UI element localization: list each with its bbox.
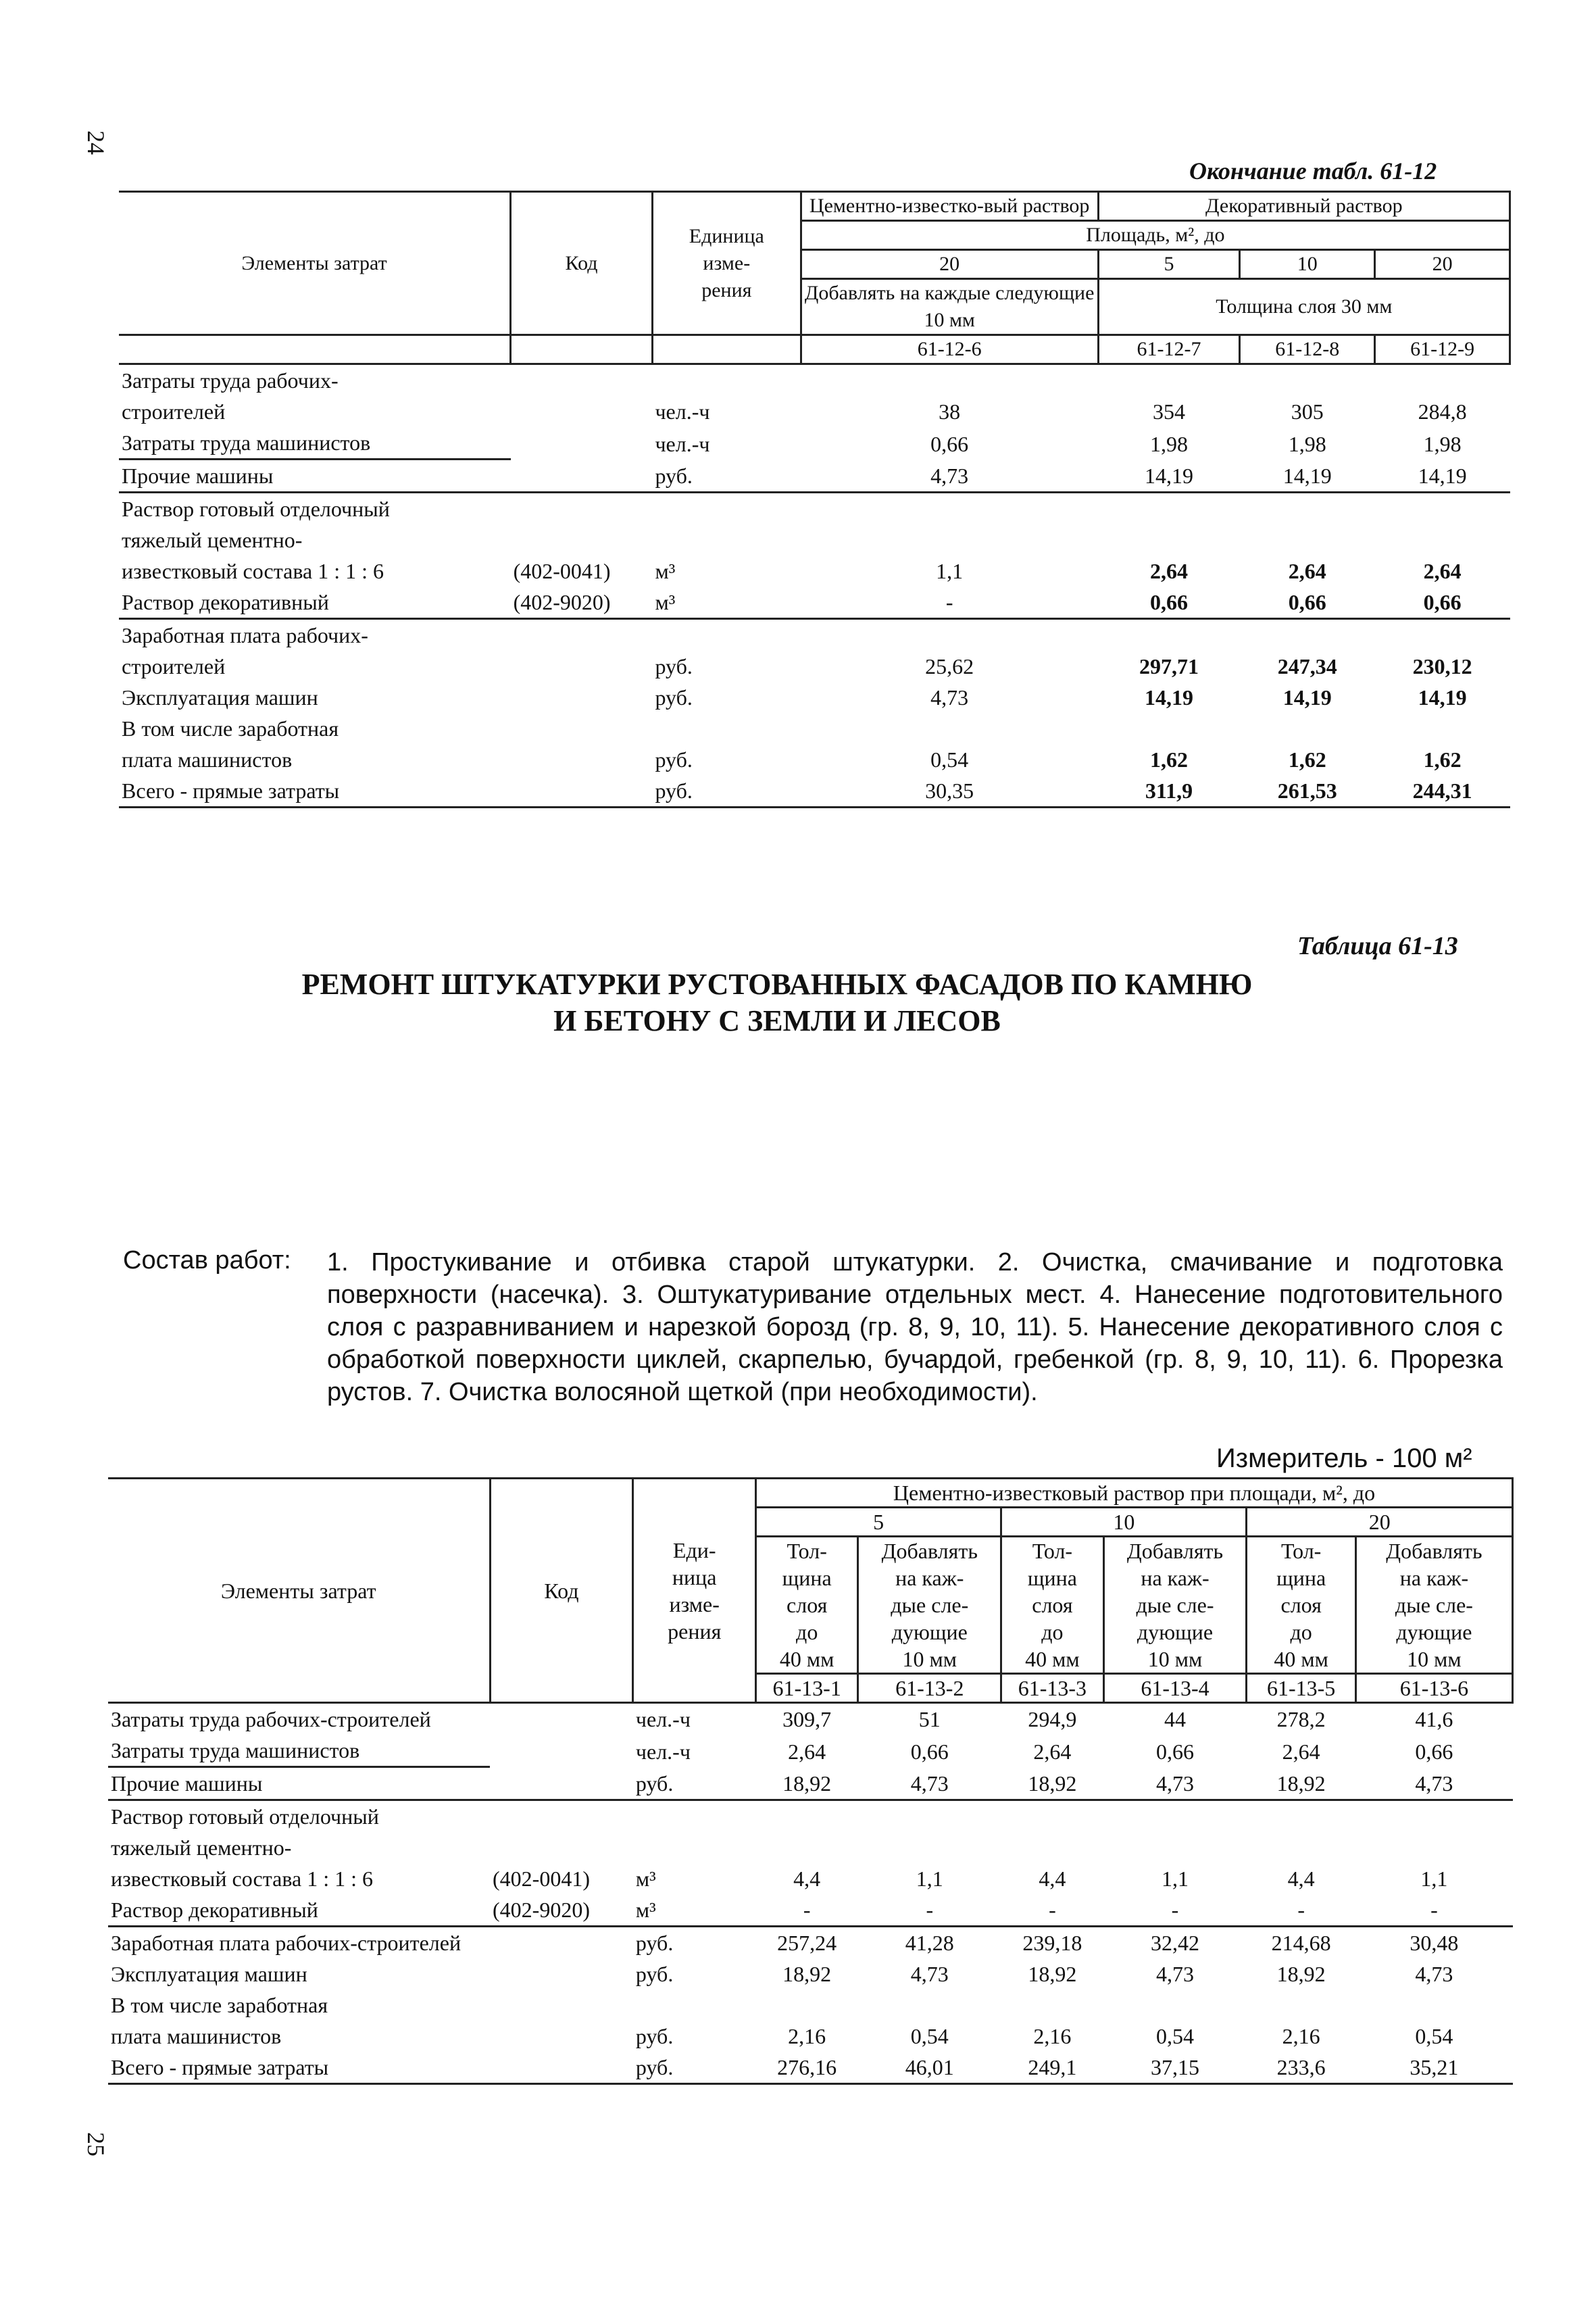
row-code xyxy=(511,651,653,682)
table-row xyxy=(119,427,1510,460)
code-cell: 61-13-1 xyxy=(756,1674,858,1703)
col-code-header: Код xyxy=(490,1479,633,1703)
row-unit: руб. xyxy=(655,685,693,710)
header-line: слоя xyxy=(1280,1593,1322,1617)
row-value: 18,92 xyxy=(1276,1771,1326,1796)
code-cell: 61-12-9 xyxy=(1375,335,1510,364)
row-value: 0,66 xyxy=(1156,1739,1194,1764)
table-row xyxy=(119,364,1510,397)
row-value: - xyxy=(803,1898,811,1922)
table-row xyxy=(108,1863,1513,1894)
table-row xyxy=(119,493,1510,525)
title-line: РЕМОНТ ШТУКАТУРКИ РУСТОВАННЫХ ФАСАДОВ ПО КАМНЮ xyxy=(301,968,1253,1001)
header-line: щина xyxy=(782,1566,832,1590)
row-value: 2,64 xyxy=(788,1739,826,1764)
row-value: 230,12 xyxy=(1412,654,1472,678)
row-value: 1,1 xyxy=(1420,1867,1448,1891)
row-value: 25,62 xyxy=(925,654,974,678)
row-label: Прочие машины xyxy=(119,460,511,493)
code-cell: 61-12-6 xyxy=(801,335,1098,364)
row-label: известковый состава 1 : 1 : 6 xyxy=(122,559,384,583)
row-unit: руб. xyxy=(635,2024,674,2048)
row-value: 18,92 xyxy=(1276,1962,1326,1986)
row-unit: руб. xyxy=(655,654,693,678)
row-unit: руб. xyxy=(655,464,693,488)
row-label: Затраты труда рабочих-строителей xyxy=(111,1707,431,1731)
col-unit-header xyxy=(652,192,801,335)
row-value: 2,64 xyxy=(1423,559,1462,583)
header-line: слоя xyxy=(787,1593,828,1617)
row-value: 239,18 xyxy=(1022,1931,1082,1955)
row-value: 4,73 xyxy=(1415,1962,1453,1986)
col-unit-line: рения xyxy=(668,1618,722,1643)
row-value: - xyxy=(1171,1898,1179,1922)
row-value: 2,64 xyxy=(1288,559,1326,583)
header-line: дые сле- xyxy=(1395,1593,1473,1617)
table-row xyxy=(108,1927,1513,1959)
row-value: - xyxy=(945,590,953,614)
row-value: 2,64 xyxy=(1150,559,1189,583)
header-line: слоя xyxy=(1032,1593,1073,1617)
row-value: - xyxy=(926,1898,934,1922)
row-value: 214,68 xyxy=(1271,1931,1331,1955)
row-value: 14,19 xyxy=(1282,464,1332,488)
row-value: 14,19 xyxy=(1418,464,1467,488)
row-label: В том числе заработная xyxy=(111,1993,328,2017)
row-value: 14,19 xyxy=(1145,464,1194,488)
table-row xyxy=(108,1989,1513,2021)
row-value: 0,54 xyxy=(930,747,969,772)
row-code xyxy=(490,1927,633,1959)
row-unit: м³ xyxy=(635,1867,656,1891)
row-code: (402-0041) xyxy=(513,559,611,583)
row-value: 354 xyxy=(1153,399,1186,424)
row-value: 247,34 xyxy=(1277,654,1337,678)
table-row xyxy=(108,1767,1513,1800)
row-label: Эксплуатация машин xyxy=(111,1962,307,1986)
row-value: 0,66 xyxy=(1150,590,1189,614)
group-header: Цементно-известковый раствор при площади, м², до xyxy=(756,1479,1513,1508)
table-row xyxy=(119,555,1510,587)
col-code-header: Код xyxy=(511,192,653,335)
row-value: 18,92 xyxy=(782,1962,832,1986)
table-body xyxy=(108,1703,1513,2084)
header-line: дующие xyxy=(891,1620,968,1644)
header-line: 40 мм xyxy=(1274,1647,1328,1671)
table-row xyxy=(108,1800,1513,1833)
row-value: 0,54 xyxy=(1415,2024,1453,2048)
row-unit: м³ xyxy=(655,559,676,583)
row-value: 0,66 xyxy=(1423,590,1462,614)
table-row xyxy=(119,775,1510,808)
code-cell: 61-13-5 xyxy=(1247,1674,1355,1703)
row-code xyxy=(511,427,653,460)
row-value: - xyxy=(1430,1898,1438,1922)
row-label: Затраты труда машинистов xyxy=(108,1735,490,1767)
row-value: 30,48 xyxy=(1410,1931,1459,1955)
row-value: 0,66 xyxy=(1415,1739,1453,1764)
row-code xyxy=(490,1703,633,1735)
header-line: до xyxy=(796,1620,818,1644)
col-elements-header: Элементы затрат xyxy=(108,1479,490,1703)
page-number-bottom: 25 xyxy=(82,2132,109,2156)
header-line: дые сле- xyxy=(1136,1593,1214,1617)
row-value: 32,42 xyxy=(1151,1931,1199,1955)
row-value: 4,73 xyxy=(1415,1771,1453,1796)
row-value: 51 xyxy=(918,1707,941,1731)
table-row xyxy=(119,619,1510,651)
header-line: 40 мм xyxy=(1025,1647,1080,1671)
header-line: 10 мм xyxy=(902,1647,957,1671)
row-code xyxy=(490,1735,633,1767)
header-line: на каж- xyxy=(895,1566,964,1590)
row-label: тяжелый цементно- xyxy=(122,528,303,552)
row-code xyxy=(511,775,653,808)
row-value: 38 xyxy=(939,399,961,424)
row-code xyxy=(490,2052,633,2084)
row-unit: чел.-ч xyxy=(635,1739,691,1764)
row-value: 18,92 xyxy=(1028,1962,1077,1986)
row-value: 18,92 xyxy=(1028,1771,1077,1796)
header-line: щина xyxy=(1276,1566,1326,1590)
measure-unit: Измеритель - 100 м² xyxy=(1216,1443,1472,1473)
row-unit: чел.-ч xyxy=(655,399,710,424)
area-value: 20 xyxy=(801,250,1098,279)
header-line: щина xyxy=(1027,1566,1077,1590)
code-cell: 61-12-8 xyxy=(1240,335,1375,364)
row-value: 1,1 xyxy=(1162,1867,1189,1891)
row-label: Раствор декоративный xyxy=(119,587,511,619)
header-line: Тол- xyxy=(1280,1539,1322,1563)
row-code: (402-9020) xyxy=(493,1898,590,1922)
table-row xyxy=(108,1703,1513,1735)
row-unit: руб. xyxy=(635,2055,674,2079)
header-line: дующие xyxy=(1137,1620,1214,1644)
work-composition-label: Состав работ: xyxy=(123,1246,291,1275)
row-value: 294,9 xyxy=(1028,1707,1077,1731)
row-value: 4,4 xyxy=(1039,1867,1066,1891)
row-value: 30,35 xyxy=(925,778,974,803)
row-value: 1,1 xyxy=(916,1867,943,1891)
row-value: - xyxy=(1049,1898,1056,1922)
table-row xyxy=(108,2052,1513,2084)
section-title xyxy=(135,966,1419,1039)
col-unit-line: рения xyxy=(701,278,752,301)
row-code xyxy=(511,396,653,427)
add-each-header xyxy=(1103,1537,1247,1674)
row-value: 4,73 xyxy=(910,1962,949,1986)
row-unit: руб. xyxy=(635,1962,674,1986)
row-label: строителей xyxy=(122,654,226,678)
row-label: Раствор готовый отделочный xyxy=(111,1804,379,1829)
row-value: 284,8 xyxy=(1418,399,1467,424)
table-header xyxy=(119,192,1510,364)
table-row xyxy=(119,651,1510,682)
row-code xyxy=(490,2021,633,2052)
row-value: 1,62 xyxy=(1423,747,1462,772)
row-unit: чел.-ч xyxy=(635,1707,691,1731)
row-code: (402-0041) xyxy=(493,1867,590,1891)
row-value: 41,28 xyxy=(905,1931,954,1955)
code-cell: 61-13-3 xyxy=(1001,1674,1103,1703)
row-value: 14,19 xyxy=(1145,685,1194,710)
row-value: 4,73 xyxy=(1156,1771,1194,1796)
header-line: до xyxy=(1290,1620,1312,1644)
row-value: 35,21 xyxy=(1410,2055,1459,2079)
table-row xyxy=(119,587,1510,619)
row-value: 44 xyxy=(1164,1707,1186,1731)
row-value: 2,16 xyxy=(788,2024,826,2048)
row-value: 0,66 xyxy=(1288,590,1326,614)
row-label: В том числе заработная xyxy=(122,716,339,741)
row-unit: м³ xyxy=(635,1898,656,1922)
row-value: 311,9 xyxy=(1145,778,1193,803)
row-label: известковый состава 1 : 1 : 6 xyxy=(111,1867,373,1891)
row-value: 4,73 xyxy=(910,1771,949,1796)
row-unit: руб. xyxy=(635,1771,674,1796)
table-number: Таблица 61-13 xyxy=(1297,932,1458,960)
row-value: 2,64 xyxy=(1033,1739,1072,1764)
row-value: 249,1 xyxy=(1028,2055,1077,2079)
row-value: 4,73 xyxy=(930,685,969,710)
row-label: строителей xyxy=(122,399,226,424)
row-value: 1,1 xyxy=(936,559,964,583)
row-value: 41,6 xyxy=(1415,1707,1453,1731)
row-value: 309,7 xyxy=(782,1707,832,1731)
row-value: 257,24 xyxy=(777,1931,837,1955)
row-label: Эксплуатация машин xyxy=(122,685,318,710)
header-line: до xyxy=(1041,1620,1064,1644)
header-line: на каж- xyxy=(1399,1566,1469,1590)
header-line: Тол- xyxy=(1032,1539,1073,1563)
row-label: Всего - прямые затраты xyxy=(119,775,511,808)
thickness-header xyxy=(1001,1537,1103,1674)
row-unit: руб. xyxy=(655,778,693,803)
row-value: 1,62 xyxy=(1288,747,1326,772)
row-label: Всего - прямые затраты xyxy=(108,2052,490,2084)
col-unit-line: изме- xyxy=(703,251,751,274)
code-cell: 61-13-2 xyxy=(858,1674,1001,1703)
table-61-12 xyxy=(119,191,1511,808)
header-line: 40 мм xyxy=(779,1647,834,1671)
row-value: 1,98 xyxy=(1288,431,1326,456)
row-value: 1,98 xyxy=(1150,431,1189,456)
row-value: 18,92 xyxy=(782,1771,832,1796)
table-row xyxy=(108,1894,1513,1927)
row-value: 1,62 xyxy=(1150,747,1189,772)
row-value: 4,4 xyxy=(793,1867,821,1891)
header-line: дующие xyxy=(1396,1620,1472,1644)
header-line: на каж- xyxy=(1141,1566,1210,1590)
table-continuation-label: Окончание табл. 61-12 xyxy=(1189,157,1437,184)
row-value: 297,71 xyxy=(1139,654,1199,678)
row-value: 4,4 xyxy=(1287,1867,1315,1891)
table-body xyxy=(119,364,1510,808)
row-code xyxy=(490,1767,633,1800)
row-value: 2,64 xyxy=(1282,1739,1320,1764)
page-number-top: 24 xyxy=(82,130,109,155)
row-value: 14,19 xyxy=(1418,685,1467,710)
row-value: - xyxy=(1297,1898,1305,1922)
group-decor-header: Декоративный раствор xyxy=(1098,192,1510,221)
thickness-header: Толщина слоя 30 мм xyxy=(1098,279,1510,335)
row-value: 46,01 xyxy=(905,2055,954,2079)
row-label: Прочие машины xyxy=(108,1767,490,1800)
area-value: 10 xyxy=(1001,1508,1247,1537)
row-unit: м³ xyxy=(655,590,676,614)
col-unit-line: Единица xyxy=(689,224,764,247)
code-cell: 61-13-6 xyxy=(1355,1674,1512,1703)
row-label: Заработная плата рабочих-строителей xyxy=(111,1931,462,1955)
row-value: 2,16 xyxy=(1282,2024,1320,2048)
row-value: 4,73 xyxy=(1156,1962,1194,1986)
col-unit-line: изме- xyxy=(669,1591,720,1616)
group-cement-header: Цементно-известко-вый раствор xyxy=(801,192,1098,221)
code-cell: 61-12-7 xyxy=(1098,335,1240,364)
add-each-header xyxy=(1355,1537,1512,1674)
thickness-header xyxy=(756,1537,858,1674)
row-label: Раствор декоративный xyxy=(108,1894,490,1927)
add-each-header: Добавлять на каждые следующие 10 мм xyxy=(801,279,1098,335)
area-value: 20 xyxy=(1375,250,1510,279)
row-label: Заработная плата рабочих- xyxy=(122,623,368,647)
table-row xyxy=(108,2021,1513,2052)
row-value: 0,66 xyxy=(930,431,969,456)
row-code xyxy=(511,744,653,775)
table-row xyxy=(119,682,1510,713)
col-elements-header: Элементы затрат xyxy=(119,192,511,335)
table-row xyxy=(119,524,1510,555)
table-header xyxy=(108,1479,1513,1703)
table-row xyxy=(119,396,1510,427)
row-code xyxy=(511,682,653,713)
row-value: 0,66 xyxy=(910,1739,949,1764)
row-value: 278,2 xyxy=(1276,1707,1326,1731)
col-unit-header xyxy=(633,1479,756,1703)
code-cell: 61-13-4 xyxy=(1103,1674,1247,1703)
row-value: 305 xyxy=(1291,399,1324,424)
row-value: 2,16 xyxy=(1033,2024,1072,2048)
header-line: Тол- xyxy=(787,1539,827,1563)
row-code xyxy=(490,1958,633,1989)
header-line: Добавлять xyxy=(1386,1539,1482,1563)
table-row xyxy=(119,713,1510,744)
row-unit: руб. xyxy=(635,1931,674,1955)
area-header: Площадь, м², до xyxy=(801,221,1510,250)
table-row xyxy=(108,1832,1513,1863)
row-value: 37,15 xyxy=(1151,2055,1199,2079)
row-value: 4,73 xyxy=(930,464,969,488)
header-line: 10 мм xyxy=(1407,1647,1462,1671)
col-unit-line: ница xyxy=(672,1564,717,1589)
area-value: 10 xyxy=(1240,250,1375,279)
row-value: 276,16 xyxy=(777,2055,837,2079)
header-line: 10 мм xyxy=(1147,1647,1203,1671)
table-61-13 xyxy=(108,1477,1514,2085)
row-value: 244,31 xyxy=(1412,778,1472,803)
table-row xyxy=(119,744,1510,775)
title-line: И БЕТОНУ С ЗЕМЛИ И ЛЕСОВ xyxy=(553,1004,1001,1037)
row-label: плата машинистов xyxy=(122,747,293,772)
row-value: 1,98 xyxy=(1423,431,1462,456)
row-value: 14,19 xyxy=(1282,685,1332,710)
area-value: 5 xyxy=(756,1508,1001,1537)
row-value: 0,54 xyxy=(1156,2024,1194,2048)
row-label: Затраты труда машинистов xyxy=(119,427,511,460)
row-label: Раствор готовый отделочный xyxy=(122,497,390,521)
area-value: 5 xyxy=(1098,250,1240,279)
table-row xyxy=(108,1958,1513,1989)
row-value: 0,54 xyxy=(910,2024,949,2048)
row-code: (402-9020) xyxy=(513,590,611,614)
col-unit-line: Еди- xyxy=(672,1537,716,1562)
table-row xyxy=(108,1735,1513,1767)
row-code xyxy=(511,460,653,493)
work-composition-text: 1. Простукивание и отбивка старой штукатурки. 2. Очистка, смачивание и подготовка поверхности (насечка). 3. Оштукатуривание отдельных мест. 4. Нанесение подготовительного слоя с разравниванием и нарезкой борозд (гр. 8, 9, 10, 11). 5. Нанесение декоративного слоя с обработкой поверхности циклей, скарпелью, бучардой, гребенкой (гр. 8, 9, 10, 11). 6. Прорезка рустов. 7. Очистка волосяной щеткой (при необходимости). xyxy=(327,1248,1503,1406)
row-unit: руб. xyxy=(655,747,693,772)
row-label: Затраты труда рабочих- xyxy=(122,368,339,393)
row-unit: чел.-ч xyxy=(655,431,710,456)
row-value: 233,6 xyxy=(1276,2055,1326,2079)
area-value: 20 xyxy=(1247,1508,1513,1537)
row-label: тяжелый цементно- xyxy=(111,1835,292,1860)
header-line: Добавлять xyxy=(881,1539,978,1563)
table-row xyxy=(119,460,1510,493)
thickness-header xyxy=(1247,1537,1355,1674)
add-each-header xyxy=(858,1537,1001,1674)
header-line: Добавлять xyxy=(1126,1539,1224,1563)
row-value: 261,53 xyxy=(1277,778,1337,803)
header-line: дые сле- xyxy=(891,1593,969,1617)
row-label: плата машинистов xyxy=(111,2024,282,2048)
